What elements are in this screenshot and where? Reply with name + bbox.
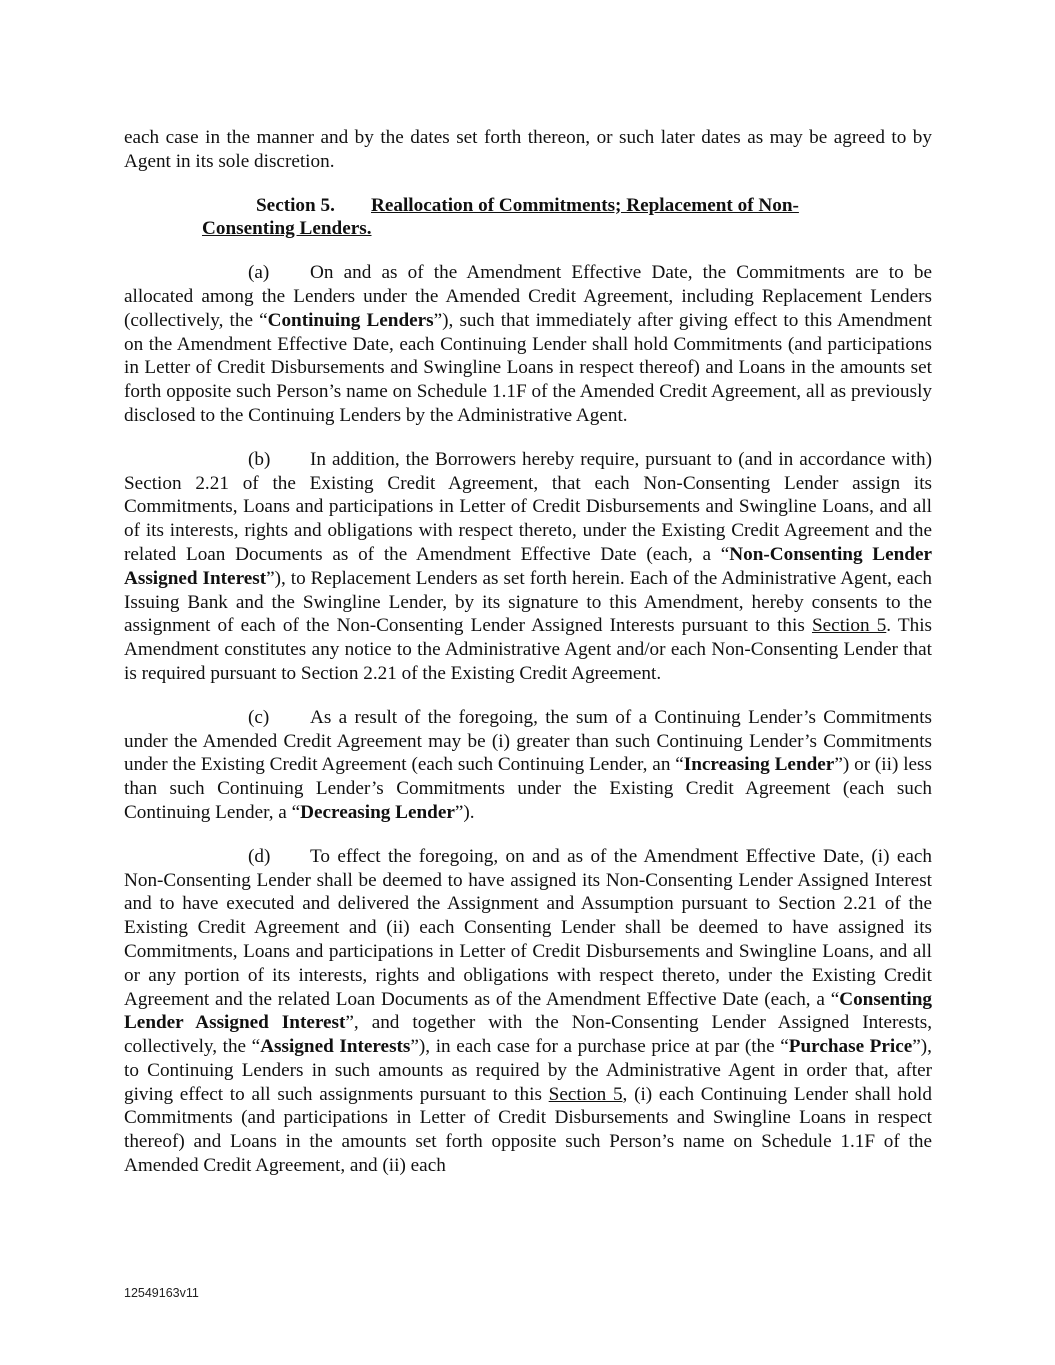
intro-paragraph: each case in the manner and by the dates set forth thereon, or such later dates as may be agreed to by Agent in its sole discretion. xyxy=(124,127,932,172)
paragraph-b-text: In addition, the Borrowers hereby require, pursuant to (and in accordance with) Section 2.21 of the Existing Credit Agreement, that each Non-Consenting Lender assign its Commitments, Loans and participations in Letter of Credit Disbursements and Swingline Loans, and all of its interests, rights and obligations with respect thereto, under the Existing Credit Agreement and the related Loan Documents as of the Amendment Effective Date (each, a “ xyxy=(124,448,932,565)
paragraph-c-text-2: ”) or (ii) less than such Continuing Lender’s Commitments under the Existing Credit Agreement (each such Continuing Lender, a “ xyxy=(124,754,932,823)
paragraph-a-text: On and as of the Amendment Effective Date, the Commitments are to be allocated among the Lenders under the Amended Credit Agreement, including Replacement Lenders (collectively, the “ xyxy=(124,262,932,331)
paragraph-b-text-2: ”), to Replacement Lenders as set forth herein. Each of the Administrative Agent, each Issuing Bank and the Swingline Lender, by its signature to this Amendment, hereby consents to the assignment of each of the Non-Consenting Lender Assigned Interests pursuant to this xyxy=(124,567,932,637)
paragraph-c-text: As a result of the foregoing, the sum of a Continuing Lender’s Commitments under the Amended Credit Agreement may be (i) greater than such Continuing Lender’s Commitments under the Existing Credit Agreement (each such Continuing Lender, an “ xyxy=(124,706,932,776)
section-reference: Section 5 xyxy=(811,615,887,637)
paragraph-d-label: (d) xyxy=(248,845,271,867)
paragraph-b xyxy=(124,448,932,686)
defined-term-decreasing-lender: Decreasing Lender xyxy=(300,801,455,823)
paragraph-d-text-4: ”), to Continuing Lenders in such amounts as required by the Administrative Agent in order that, after giving effect to all such assignments pursuant to this xyxy=(124,1036,932,1105)
paragraph-c-label: (c) xyxy=(248,706,270,728)
defined-term-consenting-lender-assigned-interest: Consenting Lender Assigned Interest xyxy=(124,988,932,1034)
document-id: 12549163v11 xyxy=(124,1286,199,1300)
paragraph-a xyxy=(124,261,932,428)
defined-term-continuing-lenders: Continuing Lenders xyxy=(267,309,434,331)
paragraph-d-text: To effect the foregoing, on and as of the Amendment Effective Date, (i) each Non-Consenting Lender shall be deemed to have assigned its Non-Consenting Lender Assigned Interest and to have executed and delivered the Assignment and Assumption pursuant to Section 2.21 of the Existing Credit Agreement and (ii) each Consenting Lender shall be deemed to have assigned its Commitments, Loans and participations in Letter of Credit Disbursements and Swingline Loans, and all or any portion of its interests, rights and obligations with respect thereto, under the Existing Credit Agreement and the related Loan Documents as of the Amendment Effective Date (each, a “ xyxy=(124,845,932,1010)
paragraph-b-text-3: . This Amendment constitutes any notice to the Administrative Agent and/or each Non-Consenting Lender that is required pursuant to Section 2.21 of the Existing Credit Agreement. xyxy=(124,615,933,684)
paragraph-a-label: (a) xyxy=(248,262,270,284)
document-page xyxy=(124,126,932,1198)
section-number: Section 5. xyxy=(256,194,335,216)
paragraph-b-label: (b) xyxy=(248,448,271,470)
section-heading xyxy=(124,194,932,242)
defined-term-assigned-interests: Assigned Interests xyxy=(260,1036,411,1058)
defined-term-non-consenting-lender-assigned-interest: Non-Consenting Lender Assigned Interest xyxy=(124,543,933,589)
defined-term-purchase-price: Purchase Price xyxy=(788,1036,913,1058)
defined-term-increasing-lender: Increasing Lender xyxy=(683,754,835,776)
paragraph-d-text-5: , (i) each Continuing Lender shall hold Commitments (and participations in Letter of Credit Disbursements and Swingline Loans in respect thereof) and Loans in the amounts set forth opposite such Person’s name on Schedule 1.1F of the Amended Credit Agreement, and (ii) each xyxy=(124,1083,932,1177)
section-title: Reallocation of Commitments; Replacement of Non-Consenting Lenders. xyxy=(202,194,799,240)
paragraph-a-text-2: ”), such that immediately after giving effect to this Amendment on the Amendment Effective Date, each Continuing Lender shall hold Commitments (and participations in Letter of Credit Disbursements and Swingline Loans in respect thereof) and Loans in the amounts set forth opposite such Person’s name on Schedule 1.1F of the Amended Credit Agreement, all as previously disclosed to the Continuing Lenders by the Administrative Agent. xyxy=(124,309,932,426)
paragraph-d-text-2: ”, and together with the Non-Consenting Lender Assigned Interests, collectively, the “ xyxy=(124,1012,932,1058)
paragraph-c xyxy=(124,706,932,825)
section-reference: Section 5 xyxy=(548,1083,623,1105)
paragraph-d-text-3: ”), in each case for a purchase price at par (the “ xyxy=(410,1036,789,1058)
paragraph-c-text-3: ”). xyxy=(454,801,475,823)
paragraph-d xyxy=(124,845,932,1178)
